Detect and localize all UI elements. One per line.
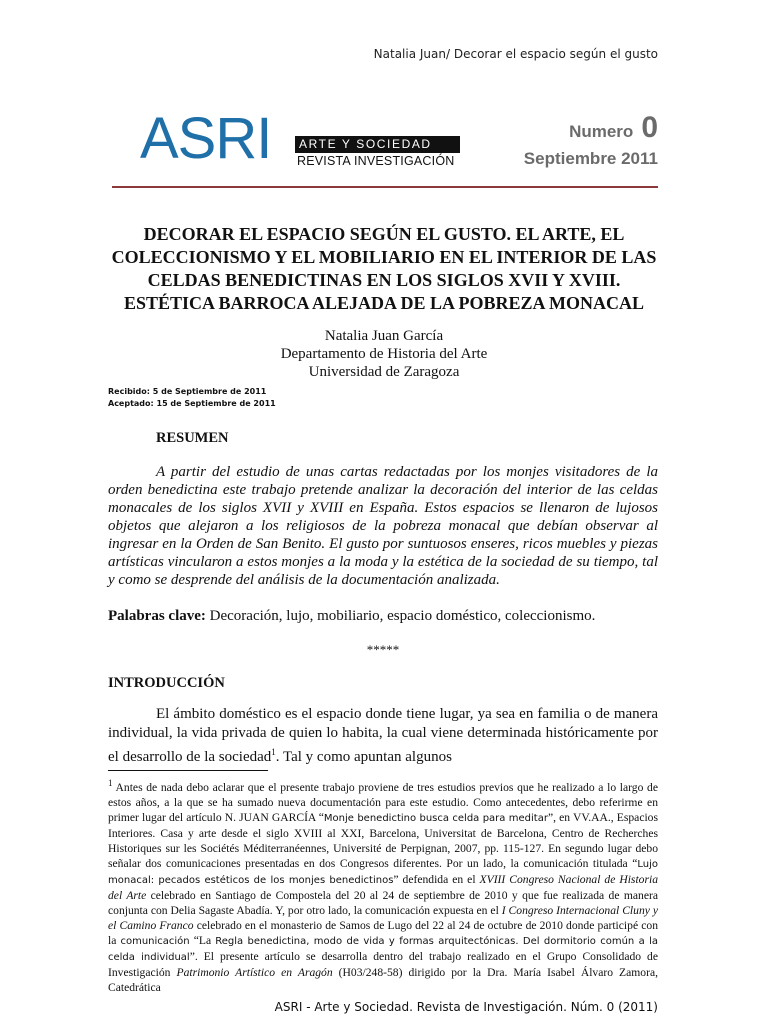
masthead-divider <box>112 186 658 188</box>
footnote-marker: 1 <box>108 778 113 788</box>
introduction-heading: INTRODUCCIÓN <box>108 675 225 691</box>
fn-title: Monje benedictino busca celda para meditar <box>323 812 548 824</box>
running-head: Natalia Juan/ Decorar el espacio según el gusto <box>373 47 658 61</box>
fn-title: Lujo monacal: pecados estéticos de los monjes benedictinos <box>108 858 658 886</box>
fn-text: ” defendida en el <box>393 872 480 886</box>
keywords-label: Palabras clave: <box>108 608 206 624</box>
abstract-heading: RESUMEN <box>156 430 229 446</box>
author-university: Universidad de Zaragoza <box>308 364 460 380</box>
introduction-text <box>108 705 658 767</box>
article-title: DECORAR EL ESPACIO SEGÚN EL GUSTO. EL ARTE, EL COLECCIONISMO Y EL MOBILIARIO EN EL INTERIOR DE LAS CELDAS BENEDICTINAS EN LOS SIGLOS XVII Y XVIII. ESTÉTICA BARROCA ALEJADA DE LA POBREZA MONACAL <box>111 224 657 313</box>
fn-title: Regla benedictina, modo de vida y formas arquitectónicas. Del dormitorio común a la celda individual <box>108 935 659 963</box>
section-separator: ***** <box>366 642 400 657</box>
accepted-date: Aceptado: 15 de Septiembre de 2011 <box>108 399 276 408</box>
fn-italic: Patrimonio Artístico en Aragón <box>176 965 333 979</box>
issue-date: Septiembre 2011 <box>523 149 658 168</box>
fn-text: celebrado en el monasterio de Samos de Lugo del 22 al 24 de octubre de 2010 donde participé con la <box>108 918 658 947</box>
fn-text: ”, en VV.AA., Espacios Interiores. Casa y arte desde el siglo XVIII al XXI, Barcelona, Universitat de Barcelona, Centro de Recherches Historiques sur les Sociétés Méditerranéennes, Université de Perpignan, 2007, pp. 115-127. En segundo lugar debo señalar dos comunicaciones presentadas en dos Congresos diferentes. Por un lado, la comunicación titulada “ <box>108 810 658 870</box>
abstract-text: A partir del estudio de unas cartas redactadas por los monjes visitadores de la orden benedictina este trabajo pretende analizar la decoración del interior de las celdas monacales de los siglos XVII y XVIII en España. Estos espacios se llenaron de lujosos objetos que alejaron a los religiosos de la pobreza monacal que debían observar al ingresar en la Orden de San Benito. El gusto por suntuosos enseres, ricos muebles y piezas artísticas vincularon a estos monjes a la moda y la estética de la sociedad de su tiempo, tal y como se desprende del análisis de la documentación analizada. <box>108 464 658 588</box>
journal-logo-subtitle <box>295 136 460 169</box>
page-footer: ASRI - Arte y Sociedad. Revista de Investigación. Núm. 0 (2011) <box>274 1000 658 1014</box>
issue-info <box>523 111 658 172</box>
author-name: Natalia Juan García <box>324 328 444 344</box>
issue-number: 0 <box>641 111 658 144</box>
author-department: Departamento de Historia del Arte <box>280 346 488 362</box>
article-dates <box>108 386 276 410</box>
fn-title: comunicación <box>120 935 190 947</box>
keywords-list: Decoración, lujo, mobiliario, espacio doméstico, coleccionismo. <box>209 608 596 624</box>
author-block <box>108 327 660 381</box>
fn-text: (H03/248-58) dirigido por la Dra. María Isabel Álvaro Zamora, Catedrática <box>108 965 658 994</box>
received-date: Recibido: 5 de Septiembre de 2011 <box>108 387 267 396</box>
fn-text: Antes de nada debo aclarar que el presente trabajo proviene de tres estudios previos que he realizado a lo largo de estos años, a la que se ha sumado nueva documentación para este estudio. Como antecedentes, debo referirme en primer lugar del artículo N. JUAN GARCÍA “ <box>108 780 658 824</box>
logo-subtitle-bottom: REVISTA INVESTIGACIÓN <box>297 154 455 168</box>
issue-label: Numero <box>569 122 634 141</box>
fn-italic: XVIII Congreso Nacional de Historia del Arte <box>108 872 658 902</box>
intro-text-part: El ámbito doméstico es el espacio donde tiene lugar, ya sea en familia o de manera individual, la vida privada de quien lo habita, la cual viene determinada históricamente por el desarrollo de la sociedad <box>108 706 658 765</box>
footnote <box>108 776 658 995</box>
fn-italic: I Congreso Internacional Cluny y el Camino Franco <box>108 903 658 932</box>
fn-text: celebrado en Santiago de Compostela del 20 al 24 de septiembre de 2010 y que fue realizada de manera conjunta con Delia Sagaste Abadía. Y, por otro lado, la comunicación expuesta en el <box>108 888 658 917</box>
fn-text: “La <box>189 933 216 947</box>
journal-masthead <box>140 106 658 190</box>
logo-subtitle-top: ARTE Y SOCIEDAD <box>295 136 460 153</box>
intro-text-part: . Tal y como apuntan algunos <box>275 749 452 765</box>
journal-logo: ASRI <box>140 106 272 171</box>
keywords <box>108 607 658 625</box>
footnote-divider <box>108 770 268 771</box>
fn-text: ”. El presente artículo se desarrolla dentro del trabajo realizado en el Grupo Consolidado de Investigación <box>108 949 658 979</box>
footnote-ref[interactable]: 1 <box>271 747 276 757</box>
